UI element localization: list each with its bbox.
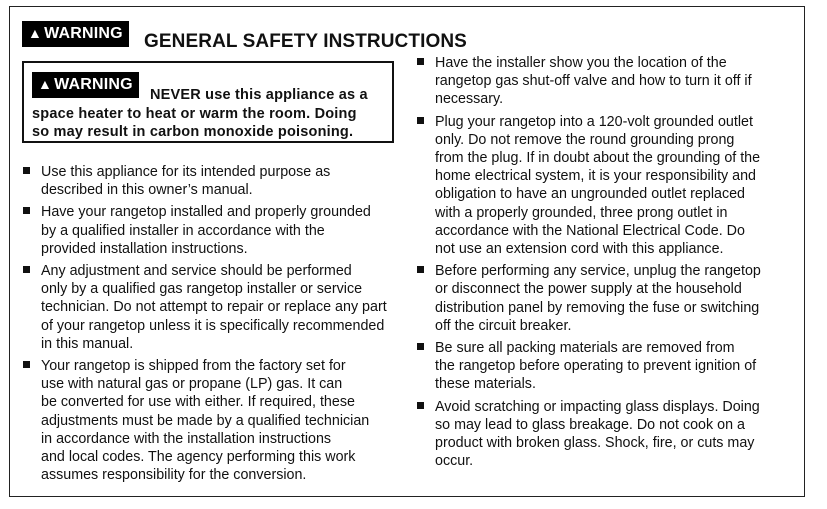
list-item [21, 262, 406, 353]
bullet-square-icon [23, 167, 30, 174]
warning-badge-label: WARNING [44, 25, 123, 42]
page-title: GENERAL SAFETY INSTRUCTIONS [144, 31, 467, 52]
list-item [415, 398, 795, 471]
bullet-square-icon [23, 361, 30, 368]
list-item [415, 339, 795, 394]
bullet-square-icon [23, 207, 30, 214]
list-item-text-line: only. Do not remove the round grounding prong [435, 131, 735, 148]
left-instructions-column [21, 163, 406, 488]
bullet-square-icon [417, 58, 424, 65]
inner-warning-badge [32, 72, 139, 98]
list-item-text-line: these materials. [435, 376, 536, 393]
list-item-text-line: necessary. [435, 91, 504, 108]
warning-triangle-icon: ▲ [28, 25, 43, 41]
bullet-square-icon [23, 266, 30, 273]
list-item-text-line: occur. [435, 453, 474, 470]
list-item-text-line: home electrical system, it is your responsibility and [435, 168, 757, 185]
bullet-square-icon [417, 266, 424, 273]
list-item-text-line: provided installation instructions. [41, 240, 248, 257]
list-item [415, 262, 795, 335]
list-item-text-line: adjustments must be made by a qualified technician [41, 412, 370, 429]
warning-badge [22, 21, 129, 47]
list-item-text-line: accordance with the National Electrical Code. Do [435, 222, 745, 239]
list-item-text-line: product with broken glass. Shock, fire, or cuts may [435, 435, 755, 452]
list-item [415, 113, 795, 259]
right-instructions-column [415, 54, 795, 474]
list-item [21, 203, 406, 258]
list-item-text-line: Have the installer show you the location of the [435, 55, 727, 71]
list-item-text-line: only by a qualified gas rangetop installer or service [41, 281, 363, 298]
list-item-text-line: technician. Do not attempt to repair or replace any part [41, 299, 387, 316]
list-item-text-line: Be sure all packing materials are removed from [435, 340, 735, 357]
list-item-text-line: of your rangetop unless it is specifically recommended [41, 317, 385, 334]
list-item-text-line: be converted for use with either. If required, these [41, 394, 355, 411]
warning-line-1: NEVER use this appliance as a [150, 87, 368, 103]
list-item-text-line: by a qualified installer in accordance with the [41, 222, 325, 239]
list-item-text-line: distribution panel by removing the fuse or switching [435, 299, 760, 316]
list-item-text-line: the rangetop before operating to prevent ignition of [435, 358, 757, 375]
list-item-text-line: described in this owner’s manual. [41, 182, 253, 199]
list-item-text-line: in this manual. [41, 335, 134, 352]
list-item-text-line: Plug your rangetop into a 120-volt grounded outlet [435, 113, 753, 130]
carbon-monoxide-warning-box [22, 61, 394, 143]
list-item-text-line: in accordance with the installation instructions [41, 430, 332, 447]
list-item-text-line: Your rangetop is shipped from the factory set for [41, 358, 346, 375]
list-item [21, 357, 406, 484]
inner-warning-badge-label: WARNING [54, 76, 133, 93]
list-item [21, 163, 406, 199]
list-item-text-line: Any adjustment and service should be performed [41, 263, 352, 280]
bullet-square-icon [417, 117, 424, 124]
bullet-square-icon [417, 343, 424, 350]
list-item-text-line: assumes responsibility for the conversion. [41, 467, 307, 484]
list-item-text-line: with a properly grounded, three prong outlet in [435, 204, 728, 221]
list-item-text-line: off the circuit breaker. [435, 317, 572, 334]
list-item-text-line: from the plug. If in doubt about the grounding of the [435, 150, 761, 167]
list-item-text-line: Use this appliance for its intended purpose as [41, 164, 331, 180]
list-item-text-line: or disconnect the power supply at the household [435, 281, 742, 298]
list-item-text-line: rangetop gas shut-off valve and how to turn it off if [435, 73, 752, 90]
warning-line-2: space heater to heat or warm the room. Doing [32, 106, 357, 122]
warning-line-3: so may result in carbon monoxide poisoning. [32, 124, 354, 140]
list-item-text-line: Before performing any service, unplug the rangetop [435, 263, 761, 280]
list-item-text-line: Have your rangetop installed and properly grounded [41, 204, 371, 221]
list-item-text-line: not use an extension cord with this appliance. [435, 241, 724, 258]
list-item [415, 54, 795, 109]
warning-triangle-icon: ▲ [38, 76, 53, 92]
bullet-square-icon [417, 402, 424, 409]
list-item-text-line: so may lead to glass breakage. Do not cook on a [435, 416, 745, 433]
list-item-text-line: obligation to have an ungrounded outlet replaced [435, 186, 746, 203]
list-item-text-line: use with natural gas or propane (LP) gas. It can [41, 376, 343, 393]
list-item-text-line: and local codes. The agency performing this work [41, 449, 356, 466]
list-item-text-line: Avoid scratching or impacting glass displays. Doing [435, 398, 760, 415]
